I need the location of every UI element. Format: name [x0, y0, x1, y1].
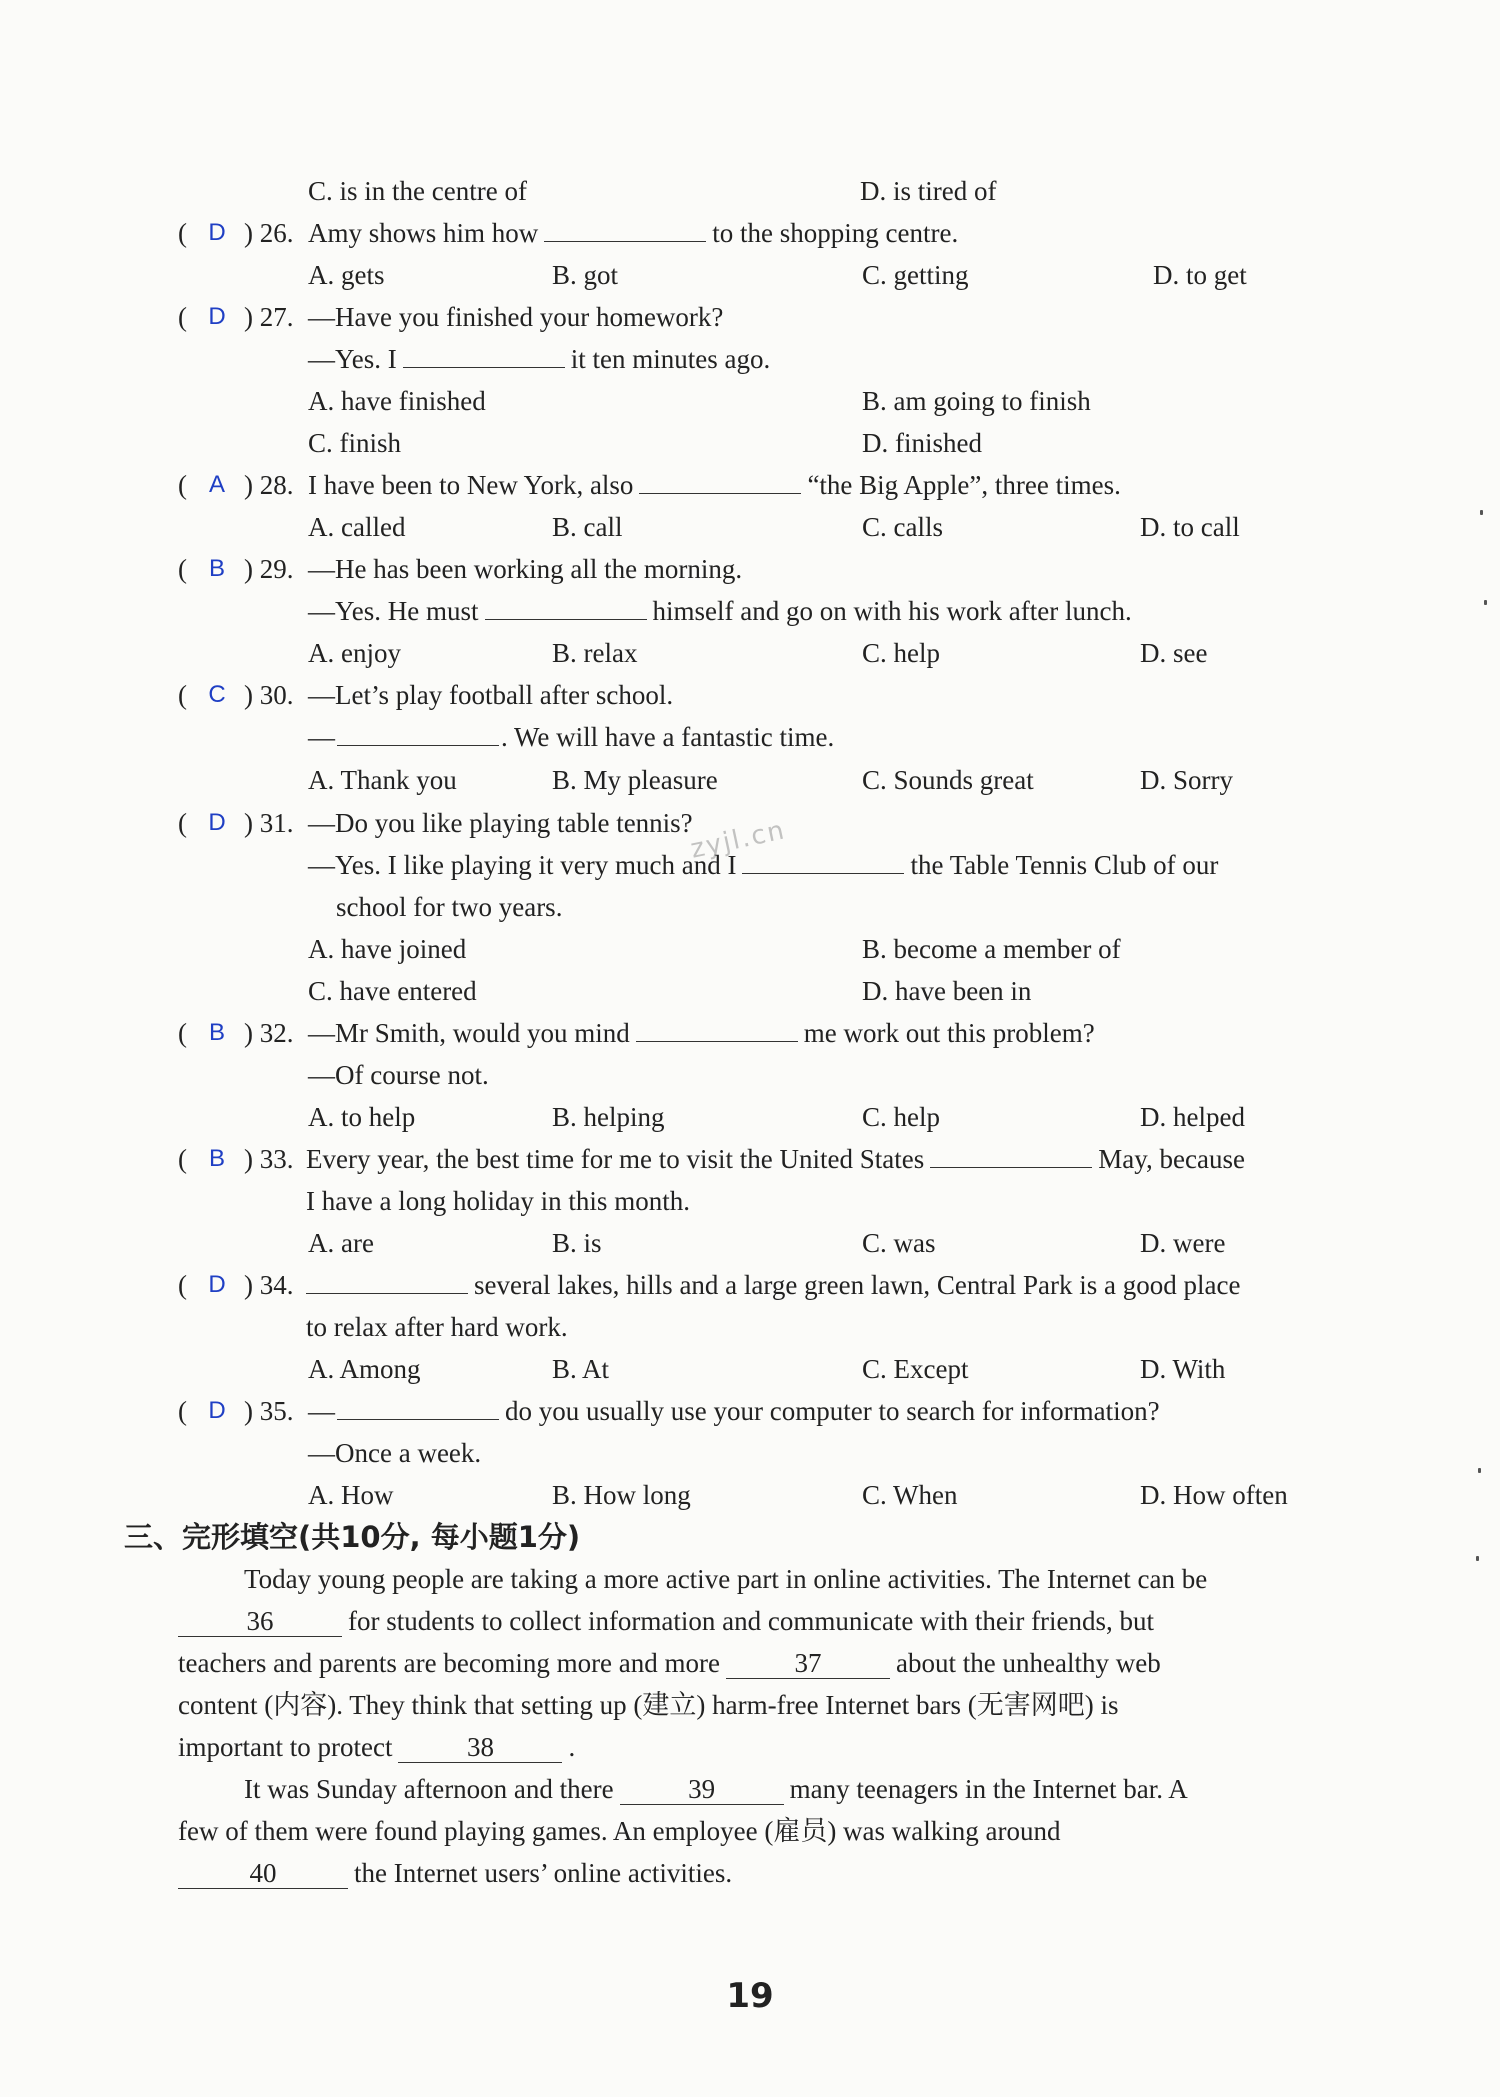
paren: ) 26.	[244, 218, 294, 248]
passage-line: few of them were found playing games. An employee (雇员) was walking around	[178, 1816, 1061, 1846]
blank-39: 39	[620, 1774, 784, 1805]
q28-option-d: D. to call	[1140, 512, 1240, 542]
paren: ) 33.	[244, 1144, 294, 1174]
paren: ) 29.	[244, 554, 294, 584]
passage-line: 40 the Internet users’ online activities.	[178, 1855, 732, 1891]
answer-35: D	[208, 1397, 226, 1424]
blank-38: 38	[398, 1732, 562, 1763]
answer-28: A	[208, 471, 225, 498]
answer-blank	[544, 219, 706, 242]
answer-blank	[485, 597, 647, 620]
blank-37: 37	[726, 1648, 890, 1679]
q35-stem: — do you usually use your computer to search for information?	[308, 1396, 1160, 1426]
q33-line2: I have a long holiday in this month.	[306, 1186, 690, 1216]
paren: (	[178, 1396, 187, 1426]
paren: ) 28.	[244, 470, 294, 500]
paren: (	[178, 680, 187, 710]
q31-stem: —Do you like playing table tennis?	[308, 808, 693, 838]
q26-option-b: B. got	[552, 260, 619, 290]
q26-option-a: A. gets	[308, 260, 385, 290]
answer-30: C	[208, 681, 226, 708]
passage-line: teachers and parents are becoming more and more 37 about the unhealthy web	[178, 1648, 1161, 1678]
q30-option-b: B. My pleasure	[552, 765, 718, 795]
q34-option-c: C. Except	[862, 1354, 969, 1384]
q27-option-b: B. am going to finish	[862, 386, 1091, 416]
answer-blank	[306, 1271, 468, 1294]
q32-line2: —Of course not.	[308, 1060, 489, 1090]
answer-29: B	[208, 555, 225, 582]
paren: ) 32.	[244, 1018, 294, 1048]
q32-option-b: B. helping	[552, 1102, 665, 1132]
answer-27: D	[208, 303, 226, 330]
q30-option-c: C. Sounds great	[862, 765, 1034, 795]
q28-option-a: A. called	[308, 512, 406, 542]
passage-line: Today young people are taking a more active part in online activities. The Internet can be	[244, 1564, 1208, 1594]
blank-40: 40	[178, 1858, 348, 1889]
answer-blank	[337, 723, 499, 746]
q31-option-c: C. have entered	[308, 976, 477, 1006]
answer-blank	[639, 471, 801, 494]
q30-option-d: D. Sorry	[1140, 765, 1233, 795]
answer-33: B	[208, 1145, 225, 1172]
q28-option-c: C. calls	[862, 512, 943, 542]
answer-32: B	[208, 1019, 225, 1046]
q30-line2: — . We will have a fantastic time.	[308, 722, 835, 752]
paren: ) 27.	[244, 302, 294, 332]
q27-stem: —Have you finished your homework?	[308, 302, 724, 332]
q32-option-c: C. help	[862, 1102, 940, 1132]
watermark: zyjl.cn	[687, 815, 789, 865]
q32-stem: —Mr Smith, would you mind me work out this problem?	[308, 1018, 1095, 1048]
paren: (	[178, 554, 187, 584]
q31-line3: school for two years.	[336, 892, 563, 922]
q29-line2: —Yes. He must himself and go on with his work after lunch.	[308, 596, 1132, 626]
q35-option-c: C. When	[862, 1480, 958, 1510]
q34-option-a: A. Among	[308, 1354, 421, 1384]
q34-stem: several lakes, hills and a large green lawn, Central Park is a good place	[306, 1267, 1240, 1303]
answer-31: D	[208, 809, 226, 836]
answer-blank	[403, 345, 565, 368]
q25-option-d: D. is tired of	[860, 176, 997, 206]
q30-option-a: A. Thank you	[308, 765, 457, 795]
q33-option-a: A. are	[308, 1228, 374, 1258]
scan-speck	[1480, 510, 1483, 515]
q31-line2: —Yes. I like playing it very much and I the Table Tennis Club of our	[308, 850, 1219, 880]
q35-option-a: A. How	[308, 1480, 394, 1510]
q28-option-b: B. call	[552, 512, 623, 542]
paren: ) 30.	[244, 680, 294, 710]
scan-speck	[1484, 600, 1487, 605]
passage-line: important to protect 38 .	[178, 1732, 576, 1762]
passage-line: It was Sunday afternoon and there 39 many teenagers in the Internet bar. A	[244, 1774, 1188, 1804]
passage-line: content (内容). They think that setting up (建立) harm-free Internet bars (无害网吧) is	[178, 1690, 1119, 1720]
q32-option-d: D. helped	[1140, 1102, 1245, 1132]
paren: ) 31.	[244, 808, 294, 838]
q31-option-a: A. have joined	[308, 934, 467, 964]
section-title: 三、完形填空(共10分, 每小题1分)	[124, 1520, 581, 1554]
paren: (	[178, 218, 187, 248]
answer-blank	[337, 1397, 499, 1420]
q30-stem: —Let’s play football after school.	[308, 680, 674, 710]
paren: (	[178, 1144, 187, 1174]
scan-speck	[1476, 1556, 1479, 1561]
blank-36: 36	[178, 1606, 342, 1637]
page-number: 19	[726, 1976, 774, 2016]
q29-option-c: C. help	[862, 638, 940, 668]
q29-stem: —He has been working all the morning.	[308, 554, 743, 584]
q27-option-c: C. finish	[308, 428, 402, 458]
answer-blank	[636, 1019, 798, 1042]
q33-option-b: B. is	[552, 1228, 602, 1258]
q31-option-d: D. have been in	[862, 976, 1032, 1006]
paren: ) 35.	[244, 1396, 294, 1426]
q35-line2: —Once a week.	[308, 1438, 482, 1468]
q33-option-d: D. were	[1140, 1228, 1226, 1258]
q34-option-b: B. At	[552, 1354, 610, 1384]
answer-34: D	[208, 1271, 226, 1298]
paren: (	[178, 1018, 187, 1048]
q27-option-d: D. finished	[862, 428, 982, 458]
q25-option-c: C. is in the centre of	[308, 176, 527, 206]
q33-option-c: C. was	[862, 1228, 936, 1258]
q27-line2: —Yes. I it ten minutes ago.	[308, 344, 771, 374]
q33-stem: Every year, the best time for me to visit the United States May, because	[306, 1144, 1245, 1174]
paren: (	[178, 302, 187, 332]
q29-option-d: D. see	[1140, 638, 1208, 668]
q34-line2: to relax after hard work.	[306, 1312, 568, 1342]
passage-line: 36 for students to collect information and communicate with their friends, but	[178, 1603, 1154, 1639]
q31-option-b: B. become a member of	[862, 934, 1121, 964]
answer-blank	[742, 851, 904, 874]
q27-option-a: A. have finished	[308, 386, 486, 416]
q34-option-d: D. With	[1140, 1354, 1226, 1384]
scan-speck	[1478, 1468, 1481, 1473]
q29-option-b: B. relax	[552, 638, 638, 668]
q26-option-d: D. to get	[1153, 260, 1247, 290]
q29-option-a: A. enjoy	[308, 638, 401, 668]
q26-option-c: C. getting	[862, 260, 969, 290]
q28-stem: I have been to New York, also “the Big Apple”, three times.	[308, 470, 1121, 500]
q35-option-b: B. How long	[552, 1480, 691, 1510]
paren: ) 34.	[244, 1270, 294, 1300]
q35-option-d: D. How often	[1140, 1480, 1288, 1510]
q26-stem: Amy shows him how to the shopping centre.	[308, 218, 959, 248]
paren: (	[178, 808, 187, 838]
paren: (	[178, 1270, 187, 1300]
q32-option-a: A. to help	[308, 1102, 416, 1132]
answer-26: D	[208, 219, 226, 246]
paren: (	[178, 470, 187, 500]
answer-blank	[930, 1145, 1092, 1168]
